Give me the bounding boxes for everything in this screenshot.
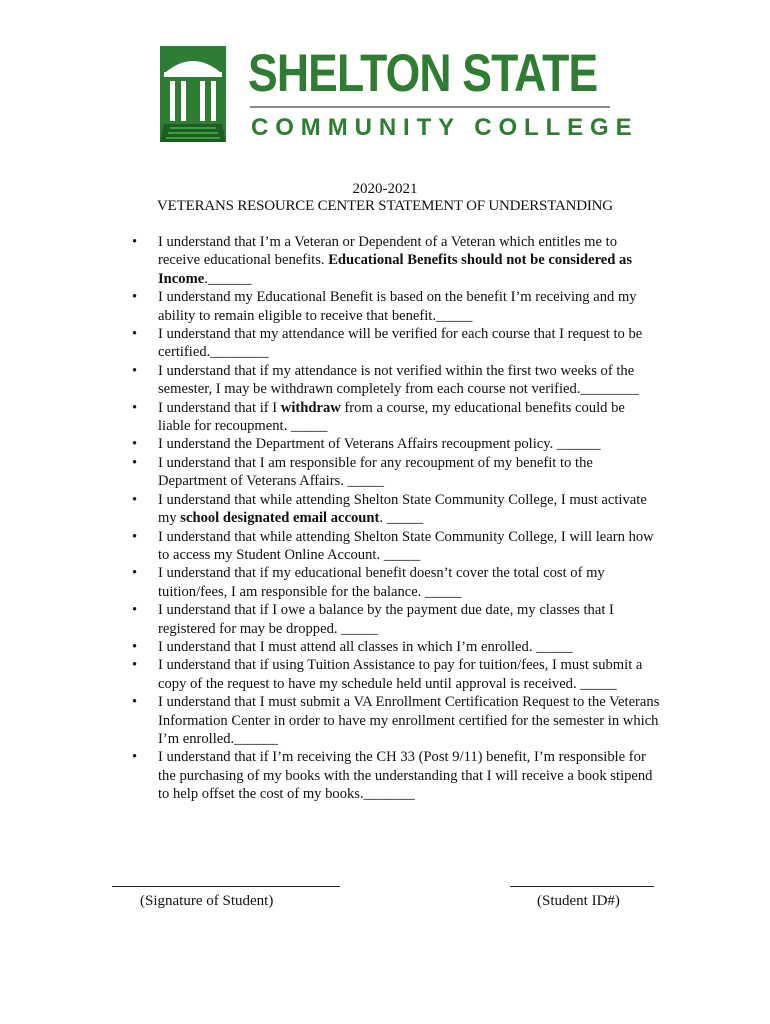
statement-text-before: I understand my Educational Benefit is based on the benefit I’m receiving and my ability to remain eligible to receive that benefit._____ bbox=[158, 289, 637, 324]
statement-item bbox=[130, 491, 660, 528]
logo-mark-column bbox=[170, 81, 175, 121]
statement-text-before: I understand that while attending Shelton State Community College, I must activate my bbox=[158, 491, 647, 527]
logo-title: SHELTON STATE bbox=[248, 44, 598, 103]
statement-text-before: I understand that I am responsible for any recoupment of my benefit to the Department of Veterans Affairs. _____ bbox=[158, 454, 593, 490]
statement-text-before: I understand that my attendance will be verified for each course that I request to be certified.________ bbox=[158, 326, 643, 361]
statement-item bbox=[130, 638, 660, 656]
statement-text-before: I understand that if using Tuition Assistance to pay for tuition/fees, I must submit a copy of the request to have my schedule held until approval is received. _____ bbox=[158, 657, 643, 692]
statement-item bbox=[130, 399, 660, 436]
statement-text-before: I understand that if I owe a balance by the payment due date, my classes that I registered for may be dropped. _____ bbox=[158, 602, 614, 637]
statement-text-before: I understand that while attending Shelton State Community College, I will learn how to access my Student Online Account. _____ bbox=[158, 528, 654, 563]
statement-text-bold: school designated email account bbox=[180, 510, 380, 527]
statement-text-before: I understand that I’m a Veteran or Dependent of a Veteran which entitles me to receive educational benefits. bbox=[158, 234, 618, 269]
statement-text-before: I understand that if I’m receiving the CH 33 (Post 9/11) benefit, I’m responsible for the purchasing of my books with the understanding that I will receive a book stipend to help offset the cost of my books._______ bbox=[158, 749, 653, 803]
signature-line[interactable] bbox=[112, 886, 340, 887]
statement-item bbox=[130, 325, 660, 362]
statement-item bbox=[130, 435, 660, 453]
logo-mark-column bbox=[211, 81, 216, 121]
document-title: VETERANS RESOURCE CENTER STATEMENT OF UNDERSTANDING bbox=[157, 198, 613, 214]
statement-item bbox=[130, 693, 660, 748]
document-year: 2020-2021 bbox=[352, 181, 418, 197]
statement-item bbox=[130, 748, 660, 803]
student-id-label: (Student ID#) bbox=[537, 893, 620, 909]
logo-subtitle: COMMUNITY COLLEGE bbox=[251, 114, 639, 141]
statement-text-before: I understand that if I bbox=[158, 399, 281, 416]
statement-item bbox=[130, 454, 660, 491]
statement-text-bold: withdraw bbox=[280, 399, 341, 416]
statement-item bbox=[130, 233, 660, 288]
statement-item bbox=[130, 564, 660, 601]
statement-item bbox=[130, 528, 660, 565]
statement-list bbox=[130, 233, 660, 804]
student-id-line[interactable] bbox=[510, 886, 654, 887]
statement-text-after: from a course, my educational benefits could be liable for recoupment. _____ bbox=[158, 399, 625, 435]
statement-text-before: I understand that I must attend all classes in which I’m enrolled. _____ bbox=[158, 638, 573, 655]
logo-mark-entablature bbox=[164, 72, 222, 77]
college-logo bbox=[160, 44, 639, 142]
statement-text-after: .______ bbox=[204, 270, 252, 287]
statement-text-before: I understand that if my attendance is not verified within the first two weeks of the semester, I may be withdrawn completely from each course not verified.________ bbox=[158, 362, 639, 398]
statement-text-bold: Educational Benefits should not be considered as Income bbox=[158, 252, 633, 287]
logo-divider bbox=[250, 106, 610, 108]
statement-item bbox=[130, 601, 660, 638]
statement-text-after: . _____ bbox=[379, 510, 424, 527]
statement-text-before: I understand that I must submit a VA Enrollment Certification Request to the Veterans Information Center in order to have my enrollment certified for the semester in which I’m enrolled.______ bbox=[158, 694, 660, 747]
statement-item bbox=[130, 656, 660, 693]
statement-text-before: I understand that if my educational benefit doesn’t cover the total cost of my tuition/fees, I am responsible for the balance. _____ bbox=[158, 565, 605, 600]
statement-item bbox=[130, 362, 660, 399]
logo-mark-column bbox=[181, 81, 186, 121]
college-building-icon bbox=[160, 46, 226, 142]
statement-item bbox=[130, 288, 660, 325]
logo-mark-column bbox=[200, 81, 205, 121]
statement-text-before: I understand the Department of Veterans Affairs recoupment policy. ______ bbox=[158, 436, 601, 453]
signature-label: (Signature of Student) bbox=[140, 893, 274, 909]
